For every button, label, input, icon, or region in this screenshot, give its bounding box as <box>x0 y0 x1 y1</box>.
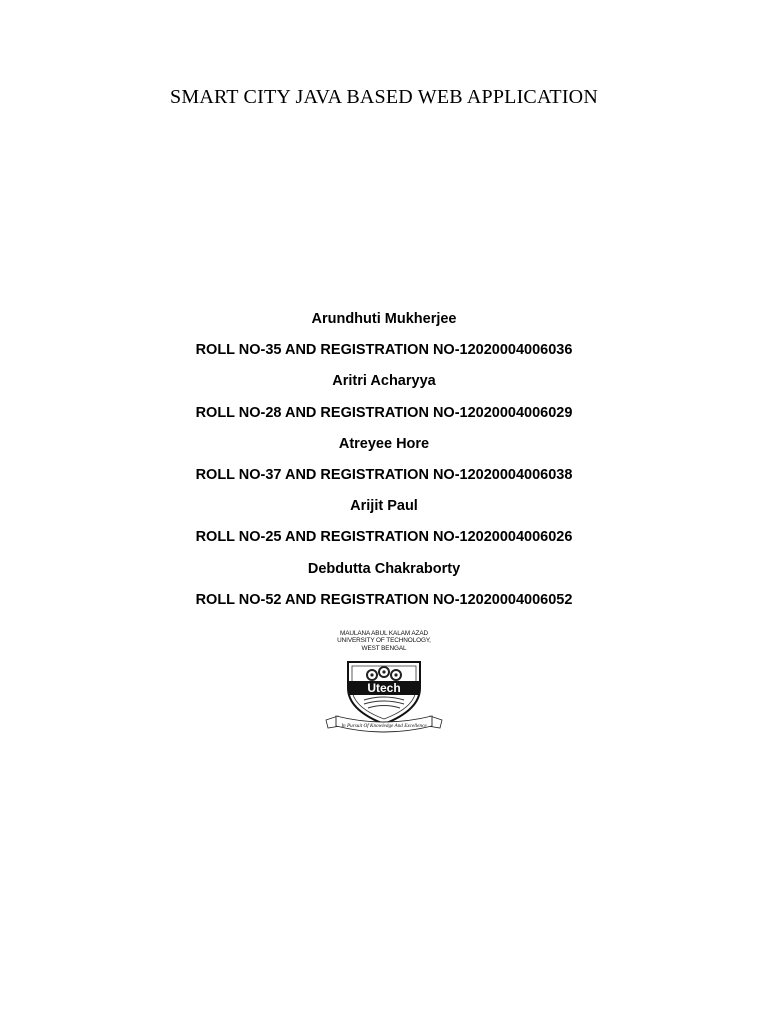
member-roll-registration: ROLL NO-25 AND REGISTRATION NO-12020004006026 <box>195 529 573 546</box>
logo-emblem-icon <box>320 628 448 740</box>
logo-emblem-text: Utech <box>367 681 401 695</box>
member-list <box>0 307 768 619</box>
member-roll-registration: ROLL NO-52 AND REGISTRATION NO-12020004006052 <box>195 591 573 608</box>
member-name: Arijit Paul <box>350 498 418 515</box>
member-name: Atreyee Hore <box>338 435 430 452</box>
member-name: Aritri Acharyya <box>332 373 436 390</box>
university-logo <box>320 628 448 740</box>
member-name: Debdutta Chakraborty <box>307 560 461 577</box>
logo-institution-text: MAULANA ABUL KALAM AZAD UNIVERSITY OF TECHNOLOGY, WEST BENGAL <box>337 630 431 652</box>
logo-motto: In Pursuit Of Knowledge And Excellence <box>341 723 427 729</box>
member-roll-registration: ROLL NO-37 AND REGISTRATION NO-12020004006038 <box>195 466 573 483</box>
member-roll-registration: ROLL NO-35 AND REGISTRATION NO-12020004006036 <box>195 342 573 359</box>
member-name: Arundhuti Mukherjee <box>311 311 457 327</box>
member-roll-registration: ROLL NO-28 AND REGISTRATION NO-12020004006029 <box>195 404 573 421</box>
document-title: SMART CITY JAVA BASED WEB APPLICATION <box>170 86 598 108</box>
